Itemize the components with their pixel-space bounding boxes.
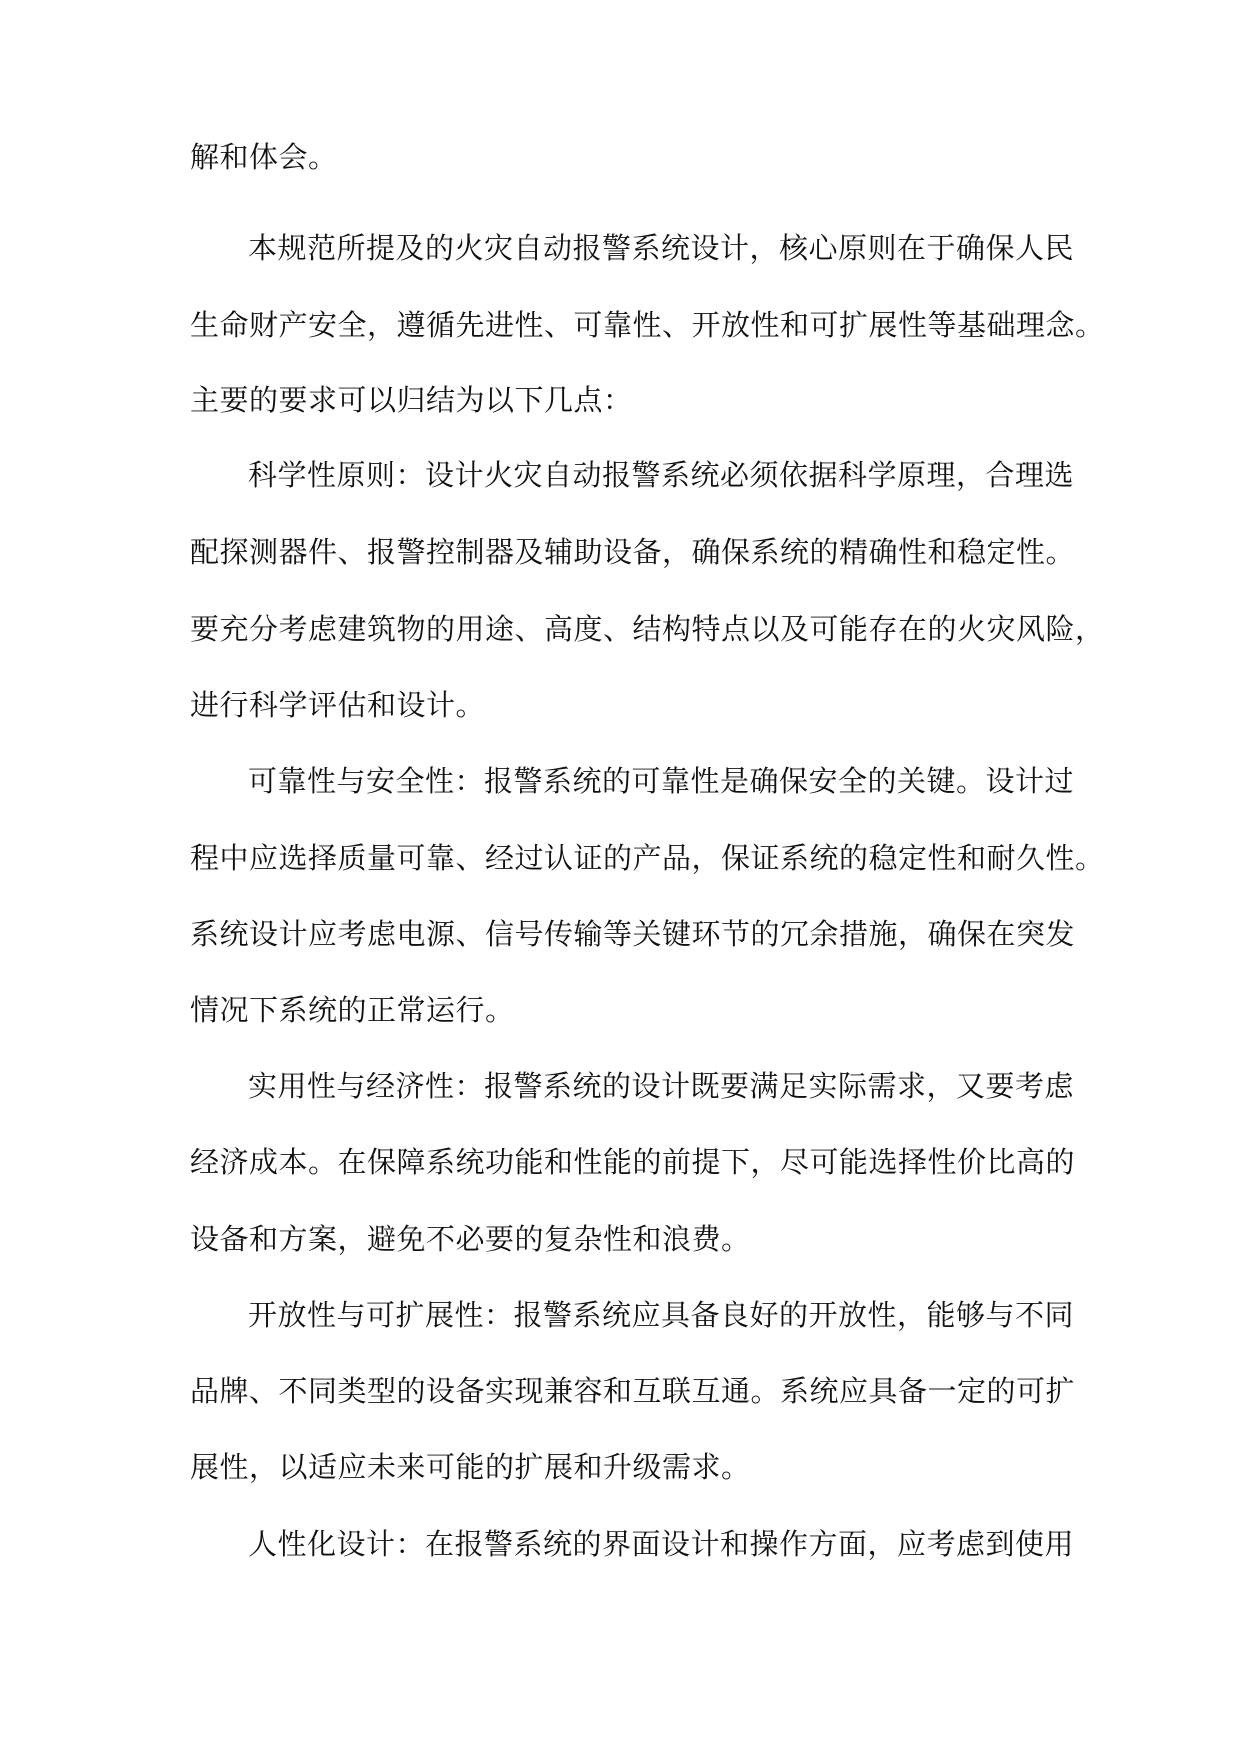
text-line-3: 生命财产安全，遵循先进性、可靠性、开放性和可扩展性等基础理念。 — [190, 308, 1105, 342]
text-line-6: 配探测器件、报警控制器及辅助设备，确保系统的精确性和稳定性。 — [190, 535, 1076, 569]
text-line-15: 设备和方案，避免不必要的复杂性和浪费。 — [190, 1222, 751, 1256]
text-line-17: 品牌、不同类型的设备实现兼容和互联互通。系统应具备一定的可扩 — [190, 1374, 1076, 1408]
text-line-8: 进行科学评估和设计。 — [190, 688, 486, 722]
text-line-13: 实用性与经济性：报警系统的设计既要满足实际需求，又要考虑 — [248, 1069, 1075, 1103]
text-line-16: 开放性与可扩展性：报警系统应具备良好的开放性，能够与不同 — [248, 1298, 1075, 1332]
text-line-14: 经济成本。在保障系统功能和性能的前提下，尽可能选择性价比高的 — [190, 1145, 1076, 1179]
text-line-1: 解和体会。 — [190, 140, 338, 174]
text-line-18: 展性，以适应未来可能的扩展和升级需求。 — [190, 1450, 751, 1484]
text-line-2: 本规范所提及的火灾自动报警系统设计，核心原则在于确保人民 — [248, 231, 1075, 265]
text-line-5: 科学性原则：设计火灾自动报警系统必须依据科学原理，合理选 — [248, 458, 1075, 492]
text-line-9: 可靠性与安全性：报警系统的可靠性是确保安全的关键。设计过 — [248, 764, 1075, 798]
text-line-4: 主要的要求可以归结为以下几点： — [190, 383, 633, 417]
text-line-7: 要充分考虑建筑物的用途、高度、结构特点以及可能存在的火灾风险， — [190, 612, 1105, 646]
text-line-10: 程中应选择质量可靠、经过认证的产品，保证系统的稳定性和耐久性。 — [190, 841, 1105, 875]
text-line-11: 系统设计应考虑电源、信号传输等关键环节的冗余措施，确保在突发 — [190, 917, 1076, 951]
text-line-12: 情况下系统的正常运行。 — [190, 993, 515, 1027]
text-line-19: 人性化设计：在报警系统的界面设计和操作方面，应考虑到使用 — [248, 1527, 1075, 1561]
